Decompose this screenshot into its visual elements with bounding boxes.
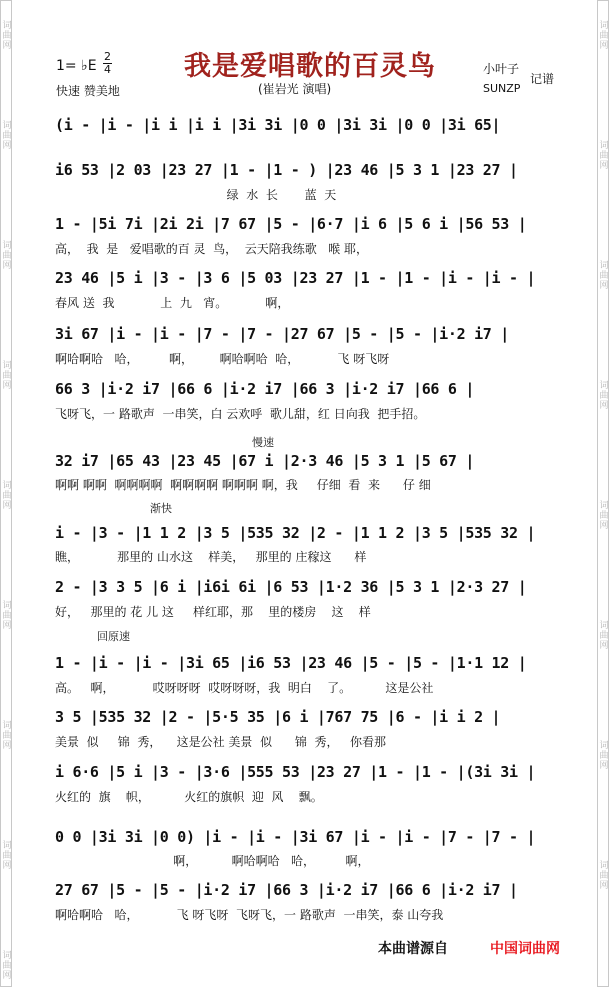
- watermark-text: 词 曲 网: [2, 121, 12, 151]
- notation-line: 66 3 |i·2 i7 |66 6 |i·2 i7 |66 3 |i·2 i7 |66 6 |: [55, 380, 475, 398]
- time-signature-bottom: 4: [104, 63, 111, 76]
- time-signature-top: 2: [104, 50, 111, 63]
- notation-line: 1 - |5i 7i |2i 2i |7 67 |5 - |6·7 |i 6 |5 6 i |56 53 |: [55, 215, 527, 233]
- lyric-line: 飞呀飞，一 路歌声 一串笑，白 云欢呼 歌儿甜，红 日向我 把手招。: [55, 407, 426, 421]
- watermark-text: 词 曲 网: [2, 951, 12, 981]
- time-signature: [103, 52, 112, 75]
- lyric-line: 啊哈啊哈 哈， 啊， 啊哈啊哈 哈， 飞 呀飞呀: [55, 352, 390, 366]
- tempo-return-mark: 回原速: [97, 630, 130, 643]
- notation-line: 2 - |3 3 5 |6 i |i6i 6i |6 53 |1·2 36 |5 3 1 |2·3 27 |: [55, 578, 527, 596]
- lyric-line: 绿 水 长 蓝 天: [55, 188, 337, 202]
- watermark-text: 词 曲 网: [599, 741, 609, 771]
- lyric-line: 春风 送 我 上 九 宵。 啊，: [55, 296, 290, 310]
- watermark-text: 词 曲 网: [2, 721, 12, 751]
- composer-name: 小叶子: [483, 62, 520, 76]
- lyric-line: 美景 似 锦 秀， 这是公社 美景 似 锦 秀， 你看那: [55, 735, 386, 749]
- notation-line: 3 5 |535 32 |2 - |5·5 35 |6 i |767 75 |6 - |i i 2 |: [55, 708, 501, 726]
- right-watermark-strip: [597, 0, 609, 987]
- lyric-line: 高， 我 是 爱唱歌的百 灵 鸟， 云天陪我练歌 喉 耶，: [55, 242, 369, 256]
- lyric-line: 好， 那里的 花 儿 这 样红耶，那 里的楼房 这 样: [55, 605, 371, 619]
- notation-line: (i - |i - |i i |i i |3i 3i |0 0 |3i 3i |0 0 |3i 65|: [55, 116, 501, 134]
- arranger-name: SUNZP: [483, 82, 521, 95]
- lyric-line: 啊哈啊哈 哈， 飞 呀飞呀 飞呀飞，一 路歌声 一串笑，泰 山夸我: [55, 908, 444, 922]
- source-label: 本曲谱源自: [378, 941, 448, 957]
- song-title: 我是爱唱歌的百灵鸟: [184, 51, 436, 82]
- notation-line: 3i 67 |i - |i - |7 - |7 - |27 67 |5 - |5 - |i·2 i7 |: [55, 325, 510, 343]
- singer-credit: (崔岩光 演唱): [258, 82, 332, 96]
- notation-line: i 6·6 |5 i |3 - |3·6 |555 53 |23 27 |1 - |1 - |(3i 3i |: [55, 763, 536, 781]
- lyric-line: 高。 啊， 哎呀呀呀 哎呀呀呀，我 明白 了。 这是公社: [55, 681, 434, 695]
- watermark-text: 词 曲 网: [2, 241, 12, 271]
- notation-line: i6 53 |2 03 |23 27 |1 - |1 - ) |23 46 |5 3 1 |23 27 |: [55, 161, 518, 179]
- watermark-text: 词 曲 网: [599, 141, 609, 171]
- watermark-text: 词 曲 网: [2, 481, 12, 511]
- watermark-text: 词 曲 网: [2, 361, 12, 391]
- watermark-text: 词 曲 网: [2, 841, 12, 871]
- key-signature: 1= ♭E: [56, 58, 97, 74]
- notation-line: 32 i7 |65 43 |23 45 |67 i |2·3 46 |5 3 1 |5 67 |: [55, 452, 475, 470]
- tempo-faster-mark: 渐快: [150, 502, 172, 515]
- lyric-line: 火红的 旗 帜， 火红的旗帜 迎 风 飘。: [55, 790, 323, 804]
- lyric-line: 瞧， 那里的 山水这 样美， 那里的 庄稼这 样: [55, 550, 367, 564]
- site-link[interactable]: 中国词曲网: [490, 941, 560, 957]
- watermark-text: 词 曲 网: [2, 21, 12, 51]
- tempo-slow-mark: 慢速: [252, 436, 274, 449]
- left-watermark-strip: [0, 0, 12, 987]
- lyric-line: 啊， 啊哈啊哈 哈， 啊，: [55, 854, 370, 868]
- lyric-line: 啊啊 啊啊 啊啊啊啊 啊啊啊啊 啊啊啊 啊，我 仔细 看 来 仔 细: [55, 478, 431, 492]
- notation-line: 1 - |i - |i - |3i 65 |i6 53 |23 46 |5 - |5 - |1·1 12 |: [55, 654, 527, 672]
- notation-line: i - |3 - |1 1 2 |3 5 |535 32 |2 - |1 1 2 |3 5 |535 32 |: [55, 524, 536, 542]
- transcription-credit: 记谱: [530, 72, 555, 86]
- notation-line: 27 67 |5 - |5 - |i·2 i7 |66 3 |i·2 i7 |66 6 |i·2 i7 |: [55, 881, 518, 899]
- tempo-marking: 快速 赞美地: [56, 84, 120, 98]
- watermark-text: 词 曲 网: [599, 381, 609, 411]
- notation-line: 0 0 |3i 3i |0 0) |i - |i - |3i 67 |i - |i - |7 - |7 - |: [55, 828, 536, 846]
- notation-line: 23 46 |5 i |3 - |3 6 |5 03 |23 27 |1 - |1 - |i - |i - |: [55, 269, 536, 287]
- watermark-text: 词 曲 网: [599, 21, 609, 51]
- watermark-text: 词 曲 网: [2, 601, 12, 631]
- watermark-text: 词 曲 网: [599, 621, 609, 651]
- watermark-text: 词 曲 网: [599, 861, 609, 891]
- watermark-text: 词 曲 网: [599, 261, 609, 291]
- watermark-text: 词 曲 网: [599, 501, 609, 531]
